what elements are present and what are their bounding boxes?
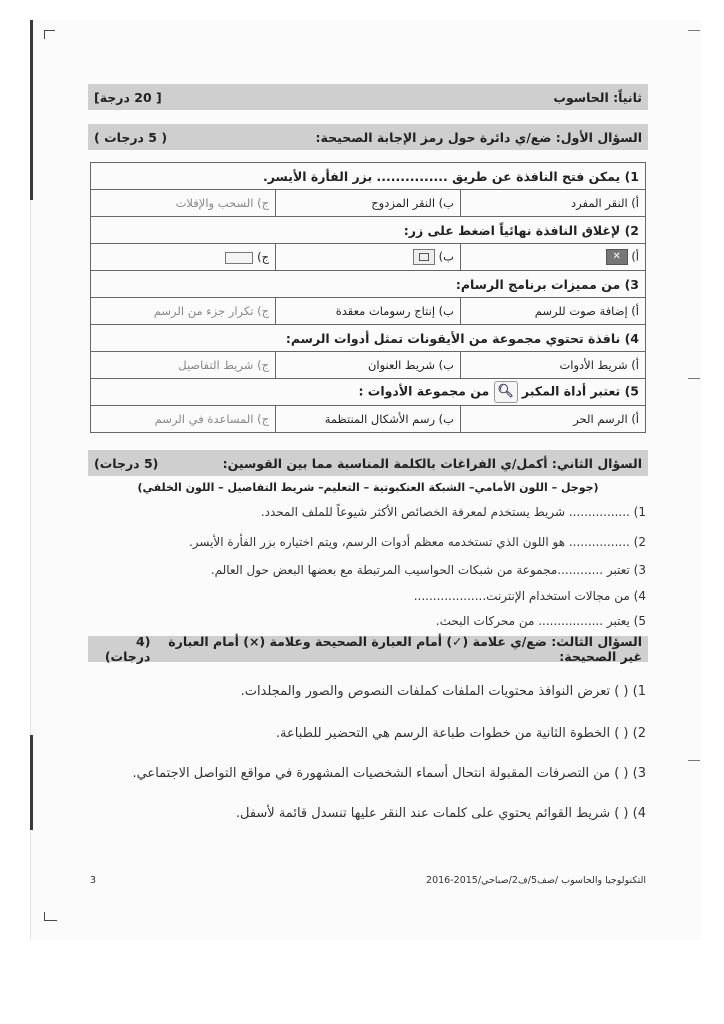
- q1-5-option-a: أ) الرسم الحر: [461, 406, 646, 433]
- q2-grade: (5 درجات): [94, 455, 159, 471]
- page-number: 3: [90, 875, 97, 886]
- scan-edge-line-bottom: [30, 735, 33, 830]
- crop-mark-bottom-left: [44, 912, 57, 921]
- q1-5-option-b: ب) رسم الأشكال المنتظمة: [276, 406, 461, 433]
- q1-4-option-c: ج) شريط التفاصيل: [91, 352, 276, 379]
- q2-item-1: 1) ................ شريط يستخدم لمعرفة الخصائص الأكثر شيوعاً للملف المحدد.: [260, 505, 646, 519]
- q3-grade: (4 درجات): [104, 634, 151, 664]
- q2-word-bank: (جوجل – اللون الأمامي– الشبكة العنكبوتية – التعليم– شريط التفاصيل – اللون الخلفي): [137, 481, 599, 494]
- q1-stem-5-before: 5) تعتبر أداة المكبر: [521, 383, 639, 399]
- q3-header: [88, 636, 648, 662]
- edge-dash: [688, 30, 700, 31]
- q1-stem-2: 2) لإغلاق النافذة نهائياً اضغط على زر:: [91, 217, 646, 244]
- q1-stem-4: 4) نافذة تحتوي مجموعة من الأيقونات تمثل أدوات الرسم:: [91, 325, 646, 352]
- q1-stem-1: 1) يمكن فتح النافذة عن طريق ............... بزر الفأرة الأيسر.: [91, 163, 646, 190]
- edge-dash: [688, 378, 700, 379]
- edge-dash: [688, 760, 700, 761]
- q1-3-option-b: ب) إنتاج رسومات معقدة: [276, 298, 461, 325]
- q1-5-option-c: ج) المساعدة في الرسم: [91, 406, 276, 433]
- q3-item-1: 1) ( ) تعرض النوافذ محتويات الملفات كملفات النصوص والصور والمجلدات.: [240, 684, 646, 699]
- q1-stem-3: 3) من مميزات برنامج الرسام:: [91, 271, 646, 298]
- q3-item-4: 4) ( ) شريط القوائم يحتوي على كلمات عند النقر عليها تنسدل قائمة لأسفل.: [235, 806, 646, 821]
- q1-table: [90, 162, 646, 433]
- q1-2-option-a: [461, 244, 646, 271]
- section-grade: [ 20 درجة]: [94, 89, 162, 105]
- q3-title: السؤال الثالث: ضع/ي علامة (✓) أمام العبارة الصحيحة وعلامة (×) أمام العبارة غير الصحيحة:: [168, 634, 642, 664]
- q3-item-3: 3) ( ) من التصرفات المقبولة انتحال أسماء الشخصيات المشهورة في مواقع التواصل الاجتماعي.: [132, 766, 646, 781]
- q2-item-5: 5) يعتبر ................. من محركات البحث.: [435, 614, 646, 628]
- q2-title: السؤال الثاني: أكمل/ي الفراغات بالكلمة المناسبة مما بين القوسين:: [222, 455, 642, 471]
- minimize-icon: [225, 252, 253, 264]
- q1-2-option-b-label: ب): [438, 249, 454, 264]
- q1-grade: ( 5 درجات ): [94, 129, 168, 145]
- crop-mark-top-left: [44, 30, 55, 39]
- q1-4-option-b: ب) شريط العنوان: [276, 352, 461, 379]
- restore-icon: [413, 249, 435, 265]
- q1-2-option-b: [276, 244, 461, 271]
- q1-header: [88, 124, 648, 150]
- q1-stem-5-after: من مجموعة الأدوات :: [358, 383, 490, 399]
- q1-1-option-c: ج) السحب والإفلات: [91, 190, 276, 217]
- q1-title: السؤال الأول: ضع/ي دائرة حول رمز الإجابة الصحيحة:: [315, 129, 642, 145]
- section-header: [88, 84, 648, 110]
- document-page: [30, 20, 701, 940]
- close-icon: ✕: [606, 249, 628, 265]
- q1-2-option-a-label: أ): [631, 249, 639, 264]
- scan-edge-line-top: [30, 20, 33, 200]
- q2-item-3: 3) تعتبر ............مجموعة من شبكات الحواسيب المرتبطة مع بعضها البعض حول العالم.: [210, 563, 646, 577]
- magnifier-icon: 🔍︎: [494, 381, 518, 403]
- section-title: ثانياً: الحاسوب: [553, 89, 642, 105]
- q1-3-option-a: أ) إضافة صوت للرسم: [461, 298, 646, 325]
- footer: [90, 875, 646, 886]
- q2-header: [88, 450, 648, 476]
- q2-item-2: 2) ................ هو اللون الذي تستخدمه معظم أدوات الرسم، ويتم اختياره بزر الفأرة الأيسر.: [188, 535, 646, 549]
- q1-3-option-c: ج) تكرار جزء من الرسم: [91, 298, 276, 325]
- q1-2-option-c: [91, 244, 276, 271]
- q3-item-2: 2) ( ) الخطوة الثانية من خطوات طباعة الرسم هي التحضير للطباعة.: [275, 726, 646, 741]
- q1-2-option-c-label: ج): [257, 250, 269, 264]
- footer-text: التكنولوجيا والحاسوب /صف5/ف2/صباحي/2015-2016: [426, 875, 646, 886]
- q1-1-option-a: أ) النقر المفرد: [461, 190, 646, 217]
- q1-1-option-b: ب) النقر المزدوج: [276, 190, 461, 217]
- q1-stem-5: [91, 379, 646, 406]
- q2-item-4: 4) من مجالات استخدام الإنترنت...................: [413, 589, 646, 603]
- q1-4-option-a: أ) شريط الأدوات: [461, 352, 646, 379]
